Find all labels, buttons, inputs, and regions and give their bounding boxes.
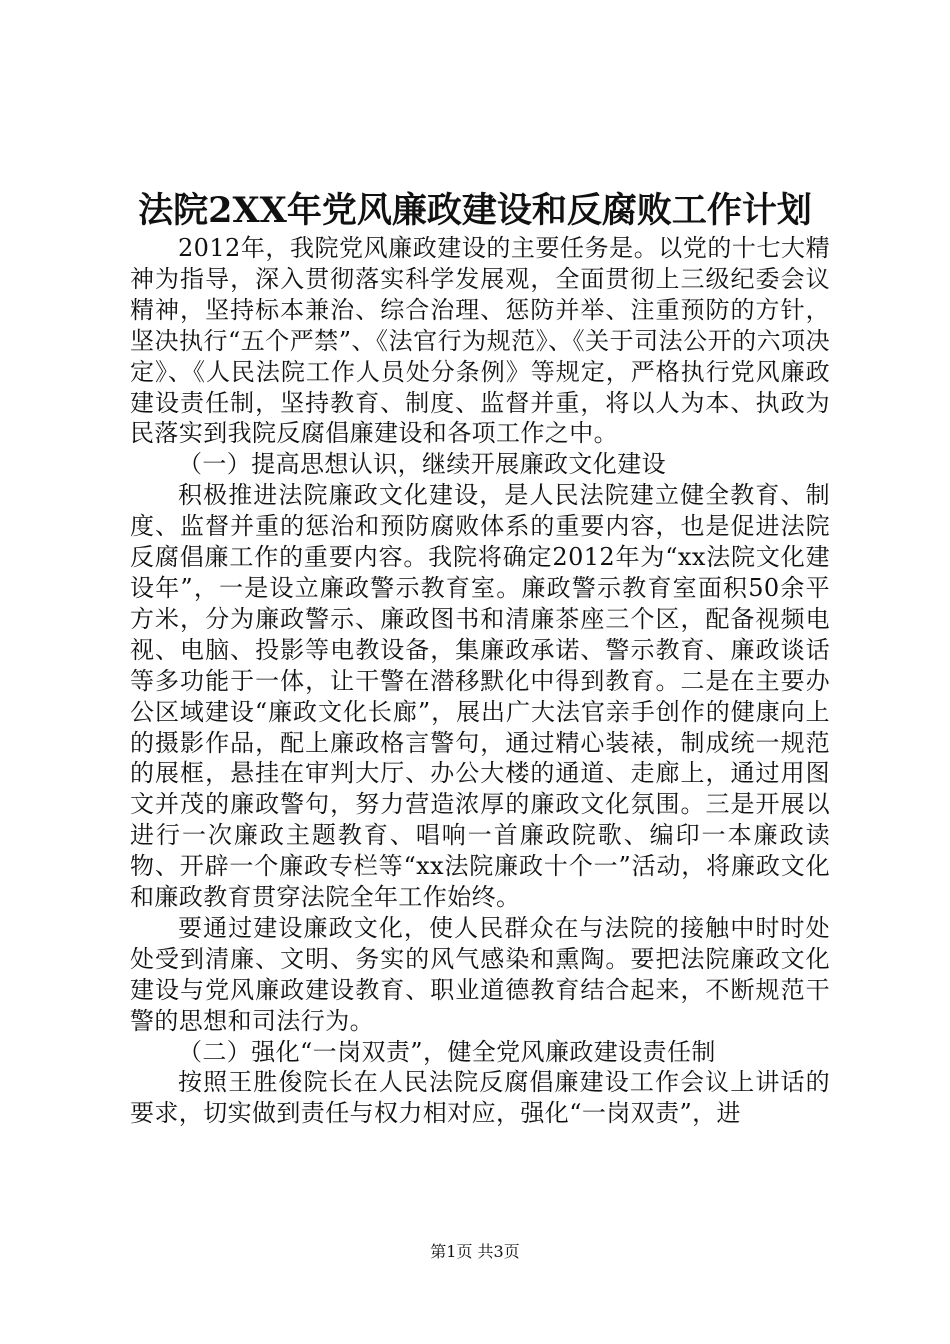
- document-body: [130, 233, 830, 1129]
- paragraph-intro: 2012年，我院党风廉政建设的主要任务是。以党的十七大精神为指导，深入贯彻落实科学发展观，全面贯彻上三级纪委会议精神，坚持标本兼治、综合治理、惩防并举、注重预防的方针，坚决执行“五个严禁”、《法官行为规范》、《关于司法公开的六项决定》、《人民法院工作人员处分条例》等规定，严格执行党风廉政建设责任制，坚持教育、制度、监督并重，将以人为本、执政为民落实到我院反腐倡廉建设和各项工作之中。: [130, 234, 830, 448]
- paragraph-culture: 积极推进法院廉政文化建设，是人民法院建立健全教育、制度、监督并重的惩治和预防腐败体系的重要内容，也是促进法院反腐倡廉工作的重要内容。我院将确定2012年为“xx法院文化建设年”，一是设立廉政警示教育室。廉政警示教育室面积50余平方米，分为廉政警示、廉政图书和清廉茶座三个区，配备视频电视、电脑、投影等电教设备，集廉政承诺、警示教育、廉政谈话等多功能于一体，让干警在潜移默化中得到教育。二是在主要办公区域建设“廉政文化长廊”，展出广大法官亲手创作的健康向上的摄影作品，配上廉政格言警句，通过精心装裱，制成统一规范的展框，悬挂在审判大厅、办公大楼的通道、走廊上，通过用图文并茂的廉政警句，努力营造浓厚的廉政文化氛围。三是开展以进行一次廉政主题教育、唱响一首廉政院歌、编印一本廉政读物、开辟一个廉政专栏等“xx法院廉政十个一”活动，将廉政文化和廉政教育贯穿法院全年工作始终。: [130, 481, 830, 912]
- document-title: 法院2XX年党风廉政建设和反腐败工作计划: [138, 190, 812, 231]
- section-heading-2: （二）强化“一岗双责”，健全党风廉政建设责任制: [178, 1037, 716, 1066]
- section-heading-1: （一）提高思想认识，继续开展廉政文化建设: [178, 450, 666, 479]
- paragraph-culture-goal: 要通过建设廉政文化，使人民群众在与法院的接触中时时处处受到清廉、文明、务实的风气感染和熏陶。要把法院廉政文化建设与党风廉政建设教育、职业道德教育结合起来，不断规范干警的思想和司法行为。: [130, 913, 830, 1035]
- paragraph-responsibility: 按照王胜俊院长在人民法院反腐倡廉建设工作会议上讲话的要求，切实做到责任与权力相对应，强化“一岗双责”，进: [130, 1068, 830, 1128]
- page-number-footer: 第1页 共3页: [430, 1242, 520, 1261]
